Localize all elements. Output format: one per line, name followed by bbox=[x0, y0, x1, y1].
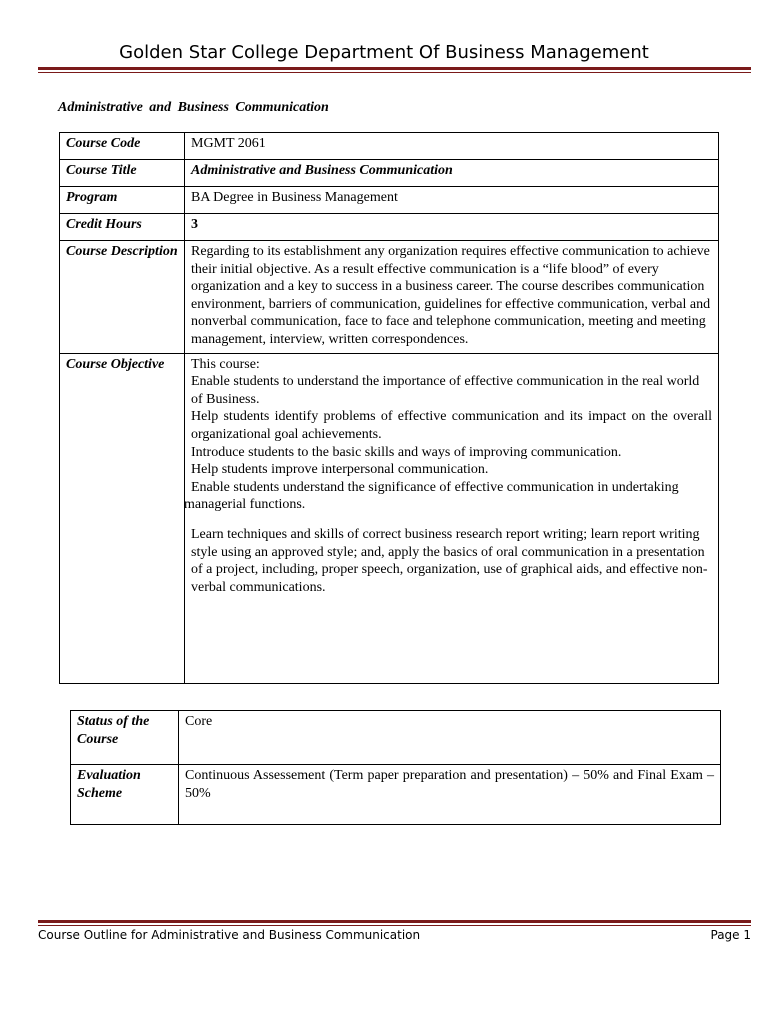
course-title-value: Administrative and Business Communication bbox=[185, 160, 719, 187]
objective-item: Enable students to understand the importance of effective communication in the real world of Business. bbox=[191, 374, 700, 407]
evaluation-scheme-value: Continuous Assessement (Term paper preparation and presentation) – 50% and Final Exam – 50% bbox=[179, 765, 721, 825]
evaluation-scheme-label: Evaluation Scheme bbox=[71, 765, 179, 825]
course-status-label: Status of the Course bbox=[71, 711, 179, 765]
footer-course-title: Course Outline for Administrative and Business Communication bbox=[38, 928, 421, 942]
table-row bbox=[60, 133, 719, 160]
document-subtitle: Administrative and Business Communication bbox=[58, 100, 329, 115]
course-objective-cell bbox=[185, 353, 719, 683]
course-title-label: Course Title bbox=[60, 160, 185, 187]
objective-intro: This course: bbox=[191, 356, 260, 372]
objective-item: Enable students understand the significance of effective communication in undertaking managerial functions. bbox=[184, 479, 679, 513]
course-objective-label: Course Objective bbox=[60, 353, 185, 683]
objective-item: Help students improve interpersonal communication. bbox=[191, 462, 489, 478]
course-info-table bbox=[59, 132, 719, 684]
program-value: BA Degree in Business Management bbox=[185, 187, 719, 214]
credit-hours-label: Credit Hours bbox=[60, 214, 185, 241]
course-code-value: MGMT 2061 bbox=[185, 133, 719, 160]
page-header-title: Golden Star College Department Of Business Management bbox=[119, 42, 649, 63]
table-row bbox=[71, 765, 721, 825]
footer-divider bbox=[38, 920, 751, 926]
course-description-value: Regarding to its establishment any organization requires effective communication to achieve their initial objective. As a result effective communication is a “life blood” of every organization and a key to success in a business career. The course describes communication environment, barriers of communication, guidelines for effective communication, verbal and nonverbal communication, face to face and telephone communication, meeting and meeting management, interview, written correspondences. bbox=[185, 241, 719, 354]
course-status-table bbox=[70, 710, 721, 825]
table-row bbox=[60, 353, 719, 683]
objective-item: Introduce students to the basic skills and ways of improving communication. bbox=[191, 444, 622, 460]
table-row bbox=[60, 160, 719, 187]
table-row bbox=[60, 241, 719, 354]
footer-page-number: Page 1 bbox=[710, 928, 751, 942]
header-divider bbox=[38, 67, 751, 73]
table-row bbox=[60, 214, 719, 241]
course-code-label: Course Code bbox=[60, 133, 185, 160]
course-status-value: Core bbox=[179, 711, 721, 765]
program-label: Program bbox=[60, 187, 185, 214]
objective-item: Help students identify problems of effective communication and its impact on the overall organizational goal achievements. bbox=[191, 409, 712, 442]
table-row bbox=[71, 711, 721, 765]
credit-hours-value: 3 bbox=[185, 214, 719, 241]
objective-closing: Learn techniques and skills of correct business research report writing; learn report writing style using an approved style; and, apply the basics of oral communication in a presentation of a project, including, proper speech, organization, use of graphical aids, and effective non-verbal communications. bbox=[191, 526, 708, 595]
course-description-label: Course Description bbox=[60, 241, 185, 354]
table-row bbox=[60, 187, 719, 214]
